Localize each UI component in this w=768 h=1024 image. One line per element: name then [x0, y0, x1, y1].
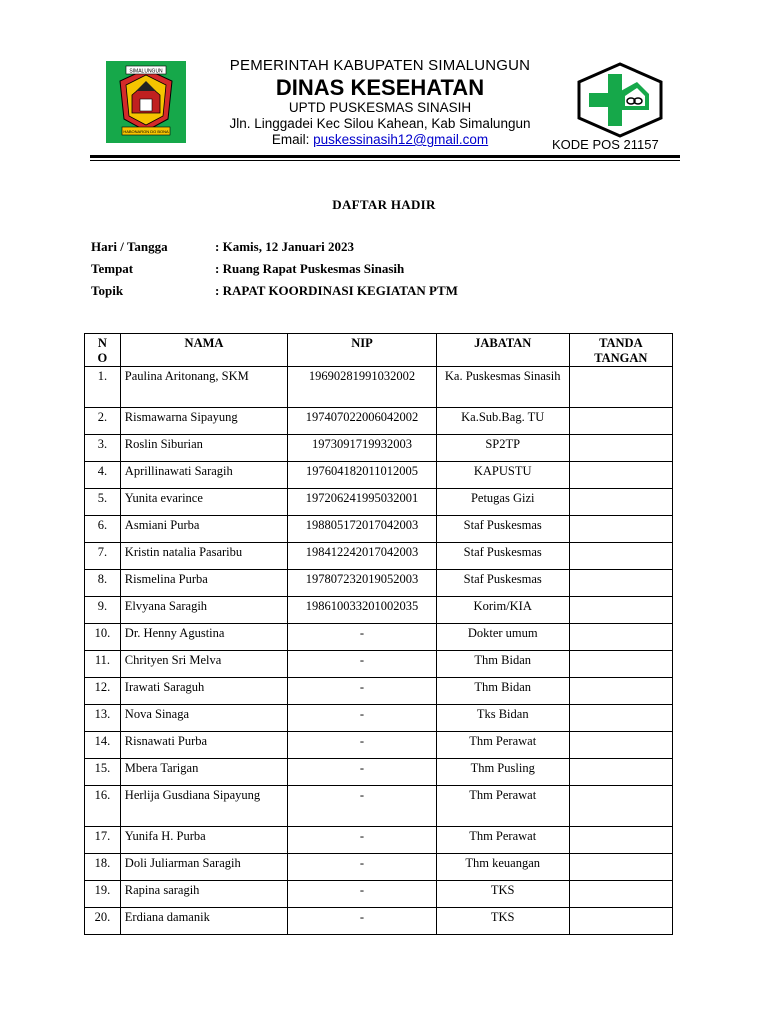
- info-row-place: [91, 261, 458, 283]
- cell-nip: -: [288, 705, 437, 732]
- cell-nip: 198805172017042003: [288, 516, 437, 543]
- cell-jabatan: TKS: [436, 881, 569, 908]
- table-row: [85, 786, 673, 827]
- table-row: [85, 435, 673, 462]
- simalungun-seal-logo: [106, 61, 186, 143]
- meeting-info: [91, 239, 458, 305]
- cell-nip: 198610033201002035: [288, 597, 437, 624]
- cell-jabatan: Dokter umum: [436, 624, 569, 651]
- header-nip: NIP: [288, 334, 437, 367]
- cell-signature[interactable]: [569, 705, 672, 732]
- cell-nip: -: [288, 624, 437, 651]
- cell-nip: -: [288, 732, 437, 759]
- cell-signature[interactable]: [569, 597, 672, 624]
- cell-nip: -: [288, 908, 437, 935]
- cell-no: 20.: [85, 908, 121, 935]
- cell-jabatan: Petugas Gizi: [436, 489, 569, 516]
- cell-jabatan: Thm keuangan: [436, 854, 569, 881]
- cell-no: 14.: [85, 732, 121, 759]
- cell-signature[interactable]: [569, 651, 672, 678]
- table-row: [85, 462, 673, 489]
- cell-nama: Erdiana damanik: [120, 908, 287, 935]
- cell-nama: Paulina Aritonang, SKM: [120, 367, 287, 408]
- table-row: [85, 570, 673, 597]
- cell-nip: -: [288, 759, 437, 786]
- cell-nama: Yunifa H. Purba: [120, 827, 287, 854]
- cell-no: 17.: [85, 827, 121, 854]
- cell-signature[interactable]: [569, 827, 672, 854]
- cell-jabatan: Staf Puskesmas: [436, 516, 569, 543]
- address: Jln. Linggadei Kec Silou Kahean, Kab Simalungun: [229, 116, 531, 131]
- cell-nip: 198412242017042003: [288, 543, 437, 570]
- cell-nip: 197807232019052003: [288, 570, 437, 597]
- letterhead-divider-thin: [90, 160, 680, 161]
- cell-nama: Rismawarna Sipayung: [120, 408, 287, 435]
- cell-jabatan: Thm Perawat: [436, 786, 569, 827]
- header-nama: NAMA: [120, 334, 287, 367]
- cell-nama: Herlija Gusdiana Sipayung: [120, 786, 287, 827]
- cell-nip: 19690281991032002: [288, 367, 437, 408]
- cell-jabatan: Ka.Sub.Bag. TU: [436, 408, 569, 435]
- cell-no: 3.: [85, 435, 121, 462]
- cell-no: 19.: [85, 881, 121, 908]
- table-row: [85, 408, 673, 435]
- cell-signature[interactable]: [569, 759, 672, 786]
- cell-jabatan: KAPUSTU: [436, 462, 569, 489]
- cell-jabatan: Staf Puskesmas: [436, 570, 569, 597]
- table-header-row: [85, 334, 673, 367]
- info-label: Topik: [91, 283, 124, 298]
- cell-signature[interactable]: [569, 678, 672, 705]
- cell-jabatan: SP2TP: [436, 435, 569, 462]
- cell-nama: Nova Sinaga: [120, 705, 287, 732]
- cell-no: 16.: [85, 786, 121, 827]
- info-value: : RAPAT KOORDINASI KEGIATAN PTM: [215, 283, 458, 298]
- cell-no: 12.: [85, 678, 121, 705]
- table-row: [85, 705, 673, 732]
- cell-nama: Risnawati Purba: [120, 732, 287, 759]
- email-link[interactable]: puskessinasih12@gmail.com: [313, 132, 489, 147]
- document-title: DAFTAR HADIR: [332, 197, 436, 212]
- cell-signature[interactable]: [569, 854, 672, 881]
- agency-name: DINAS KESEHATAN: [275, 75, 485, 100]
- table-row: [85, 624, 673, 651]
- cell-nip: 197407022006042002: [288, 408, 437, 435]
- cell-jabatan: Ka. Puskesmas Sinasih: [436, 367, 569, 408]
- cell-signature[interactable]: [569, 624, 672, 651]
- cell-signature[interactable]: [569, 786, 672, 827]
- cell-nama: Yunita evarince: [120, 489, 287, 516]
- cell-nama: Kristin natalia Pasaribu: [120, 543, 287, 570]
- cell-jabatan: Thm Bidan: [436, 651, 569, 678]
- table-row: [85, 759, 673, 786]
- table-row: [85, 678, 673, 705]
- cell-nama: Chrityen Sri Melva: [120, 651, 287, 678]
- cell-no: 4.: [85, 462, 121, 489]
- attendance-table: [84, 333, 673, 935]
- cell-signature[interactable]: [569, 408, 672, 435]
- cell-nip: 1973091719932003: [288, 435, 437, 462]
- header-jabatan: JABATAN: [436, 334, 569, 367]
- cell-nip: 197604182011012005: [288, 462, 437, 489]
- cell-no: 15.: [85, 759, 121, 786]
- seal-text-bottom: HABONARON DO BONA: [123, 129, 169, 134]
- table-row: [85, 651, 673, 678]
- cell-signature[interactable]: [569, 881, 672, 908]
- email-line: [190, 132, 570, 148]
- table-row: [85, 881, 673, 908]
- cell-nip: -: [288, 786, 437, 827]
- cell-nama: Rapina saragih: [120, 881, 287, 908]
- table-row: [85, 732, 673, 759]
- table-row: [85, 489, 673, 516]
- cell-no: 1.: [85, 367, 121, 408]
- cell-nama: Dr. Henny Agustina: [120, 624, 287, 651]
- cell-nama: Roslin Siburian: [120, 435, 287, 462]
- cell-nip: -: [288, 827, 437, 854]
- cell-jabatan: Tks Bidan: [436, 705, 569, 732]
- table-row: [85, 516, 673, 543]
- info-value: : Ruang Rapat Puskesmas Sinasih: [215, 261, 405, 276]
- cell-no: 2.: [85, 408, 121, 435]
- cell-signature[interactable]: [569, 732, 672, 759]
- header-no: N O: [85, 334, 121, 367]
- cell-no: 8.: [85, 570, 121, 597]
- info-row-topic: [91, 283, 458, 305]
- cell-no: 13.: [85, 705, 121, 732]
- cell-jabatan: TKS: [436, 908, 569, 935]
- government-name: PEMERINTAH KABUPATEN SIMALUNGUN: [229, 57, 531, 74]
- cell-signature[interactable]: [569, 908, 672, 935]
- seal-text-top: SIMALUNGUN: [129, 68, 163, 75]
- table-row: [85, 908, 673, 935]
- cell-nip: -: [288, 854, 437, 881]
- cell-nip: -: [288, 651, 437, 678]
- table-row: [85, 854, 673, 881]
- table-row: [85, 367, 673, 408]
- cell-signature[interactable]: [569, 435, 672, 462]
- cell-signature[interactable]: [569, 489, 672, 516]
- cell-jabatan: Thm Pusling: [436, 759, 569, 786]
- cell-nip: -: [288, 678, 437, 705]
- cell-no: 6.: [85, 516, 121, 543]
- cell-jabatan: Thm Perawat: [436, 732, 569, 759]
- cell-nip: -: [288, 881, 437, 908]
- info-label: Hari / Tangga: [91, 239, 168, 254]
- cell-no: 7.: [85, 543, 121, 570]
- cell-nama: Mbera Tarigan: [120, 759, 287, 786]
- cell-no: 18.: [85, 854, 121, 881]
- cell-jabatan: Thm Perawat: [436, 827, 569, 854]
- table-row: [85, 597, 673, 624]
- cell-no: 5.: [85, 489, 121, 516]
- table-row: [85, 827, 673, 854]
- cell-no: 9.: [85, 597, 121, 624]
- cell-signature[interactable]: [569, 543, 672, 570]
- cell-signature[interactable]: [569, 570, 672, 597]
- cell-signature[interactable]: [569, 462, 672, 489]
- cell-nip: 197206241995032001: [288, 489, 437, 516]
- puskesmas-logo: [577, 62, 663, 138]
- cell-no: 11.: [85, 651, 121, 678]
- info-value: : Kamis, 12 Januari 2023: [215, 239, 355, 254]
- info-label: Tempat: [91, 261, 134, 276]
- cell-jabatan: Korim/KIA: [436, 597, 569, 624]
- unit-name: UPTD PUSKESMAS SINASIH: [288, 100, 472, 115]
- cell-jabatan: Thm Bidan: [436, 678, 569, 705]
- header-tanda-tangan: TANDA TANGAN: [569, 334, 672, 367]
- cell-nama: Doli Juliarman Saragih: [120, 854, 287, 881]
- cell-nama: Irawati Saraguh: [120, 678, 287, 705]
- info-row-date: [91, 239, 458, 261]
- cell-nama: Elvyana Saragih: [120, 597, 287, 624]
- table-row: [85, 543, 673, 570]
- email-label: Email:: [271, 132, 314, 147]
- cell-jabatan: Staf Puskesmas: [436, 543, 569, 570]
- cell-signature[interactable]: [569, 516, 672, 543]
- cell-signature[interactable]: [569, 367, 672, 408]
- cell-nama: Aprillinawati Saragih: [120, 462, 287, 489]
- cell-nama: Asmiani Purba: [120, 516, 287, 543]
- cell-nama: Rismelina Purba: [120, 570, 287, 597]
- letterhead: [190, 57, 570, 148]
- cell-no: 10.: [85, 624, 121, 651]
- letterhead-divider: [90, 155, 680, 158]
- postal-code: KODE POS 21157: [552, 137, 659, 152]
